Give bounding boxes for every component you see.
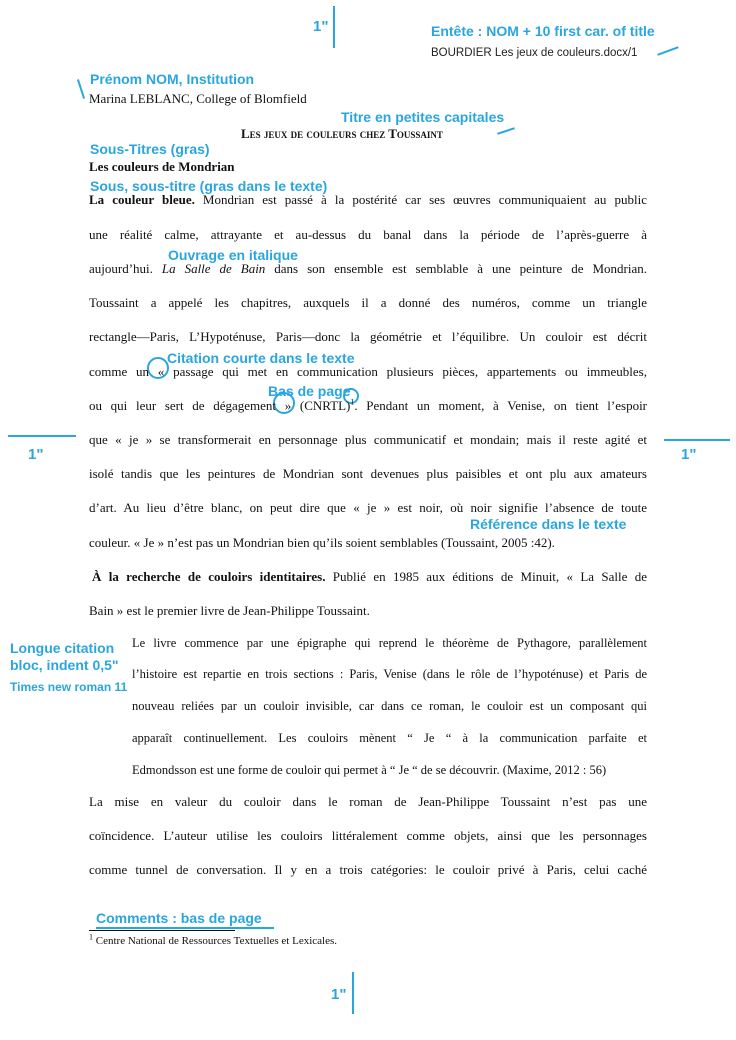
margin-bottom-label: 1" — [331, 986, 347, 1003]
short-quote-annotation: Citation courte dans le texte — [167, 350, 355, 366]
paragraph1-line2: une réalité calme, attrayante et au-dessus du banal dans la période de l’après-guerre à — [89, 227, 647, 242]
header-annotation: Entête : NOM + 10 first car. of title — [431, 23, 655, 39]
paragraph1-line8: que « je » se transformerait en personnage plus communicatif et mondain; mais il reste agité et — [89, 432, 647, 447]
paragraph1-line10: d’art. Au lieu d’être blanc, on peut dire que « je » est noir, où noir signifie l’absence de toute — [89, 500, 647, 515]
p1-line1-text: Mondrian est passé à la postérité car ses œuvres communiquaient au public — [194, 192, 647, 207]
margin-right-label: 1" — [681, 446, 697, 463]
p1-line7-a: ou qui leur sert de dégagement » (CNRTL) — [89, 398, 351, 413]
subtitle-annotation: Sous-Titres (gras) — [90, 141, 210, 157]
author-line: Marina LEBLANC, College of Blomfield — [89, 91, 307, 106]
paragraph3-line1: La mise en valeur du couloir dans le roman de Jean-Philippe Toussaint n’est pas une — [89, 794, 647, 809]
margin-left-label: 1" — [28, 446, 44, 463]
author-pointer — [77, 79, 85, 99]
paragraph3-line2: coïncidence. L’auteur utilise les couloirs littéralement comme objets, ainsi que les personnages — [89, 828, 647, 843]
paragraph1-line3 — [89, 261, 647, 277]
document-title: Les jeux de couleurs chez Toussaint — [241, 126, 443, 141]
p1-line3-b: dans son ensemble est semblable à une peinture de Mondrian. — [265, 261, 647, 276]
italic-work-title: La Salle de Bain — [161, 261, 266, 276]
italic-annotation: Ouvrage en italique — [168, 247, 298, 263]
paragraph1-line1 — [89, 192, 647, 208]
subsubtitle-annotation: Sous, sous-titre (gras dans le texte) — [90, 178, 328, 194]
block-quote-line3: nouveau reliées par un couloir invisible, car dans ce roman, le couloir est un composant qui — [132, 699, 647, 713]
footnote — [89, 932, 337, 947]
block-quote-line1: Le livre commence par une épigraphe qui reprend le théorème de Pythagore, parallèlement — [132, 636, 647, 650]
paragraph1-line6: comme un « passage qui met en communication plusieurs pièces, appartements ou immeubles, — [89, 364, 647, 379]
paragraph1-line5: rectangle—Paris, L’Hypoténuse, Paris—donc la géométrie et l’équilibre. Un couloir est décrit — [89, 329, 647, 344]
author-annotation: Prénom NOM, Institution — [90, 71, 255, 87]
footnote-number: 1 — [89, 932, 93, 942]
block-quote-line4: apparaît continuellement. Les couloirs mènent “ Je “ à la communication parfaite et — [132, 731, 647, 745]
footnote-annotation: Bas de page — [268, 383, 351, 399]
margin-left-mark — [8, 435, 76, 437]
block-quote-annotation-line1: Longue citation — [10, 640, 115, 656]
footnote-separator — [89, 930, 235, 931]
paragraph1-line4: Toussaint a appelé les chapitres, auxquels il a donné des numéros, comme un triangle — [89, 295, 647, 310]
block-quote-line2: l’histoire est repartie en trois sections : Paris, Venise (dans le rôle de l’hypoténuse) et Paris de — [132, 667, 647, 681]
p1-line7-b: . Pendant un moment, à Venise, on tient l’espoir — [354, 398, 648, 413]
document-subtitle: Les couleurs de Mondrian — [89, 159, 235, 174]
comments-annotation: Comments : bas de page — [96, 910, 262, 926]
paragraph2-line1 — [92, 569, 647, 585]
paragraph1-line11: couleur. « Je » n’est pas un Mondrian bien qu’ils soient semblables (Toussaint, 2005 :42). — [89, 535, 555, 550]
margin-top-mark — [333, 6, 335, 48]
p2-line1-text: Publié en 1985 aux éditions de Minuit, « La Salle de — [325, 569, 647, 584]
comments-underline — [96, 927, 274, 929]
block-quote-annotation-line2: bloc, indent 0,5" — [10, 657, 119, 673]
paragraph1-line9: isolé tandis que les peintures de Mondrian sont devenues plus paisibles et ont plu aux amateurs — [89, 466, 647, 481]
margin-right-mark — [664, 439, 730, 441]
title-pointer — [497, 127, 515, 134]
paragraph3-line3: comme tunnel de conversation. Il y en a trois catégories: le couloir privé à Paris, celui caché — [89, 862, 647, 877]
reference-annotation: Référence dans le texte — [470, 516, 627, 532]
margin-top-label: 1" — [313, 18, 329, 35]
block-quote-line5: Edmondsson est une forme de couloir qui permet à “ Je “ de se découvrir. (Maxime, 2012 : 56) — [132, 763, 607, 777]
p1-line3-a: aujourd’hui. — [89, 261, 162, 276]
block-quote-annotation-line3: Times new roman 11 — [10, 680, 128, 694]
paragraph1-line7 — [89, 398, 647, 414]
footnote-reference: 1 — [350, 397, 355, 407]
header-filename: BOURDIER Les jeux de couleurs.docx/1 — [431, 47, 638, 59]
paragraph2-line2: Bain » est le premier livre de Jean-Philippe Toussaint. — [89, 603, 370, 618]
section1-heading: La couleur bleue. — [89, 192, 195, 207]
header-pointer — [657, 46, 678, 55]
margin-bottom-mark — [352, 972, 354, 1014]
title-annotation: Titre en petites capitales — [341, 109, 505, 125]
footnote-text: Centre National de Ressources Textuelles et Lexicales. — [93, 935, 337, 947]
section2-heading: À la recherche de couloirs identitaires. — [92, 569, 326, 584]
